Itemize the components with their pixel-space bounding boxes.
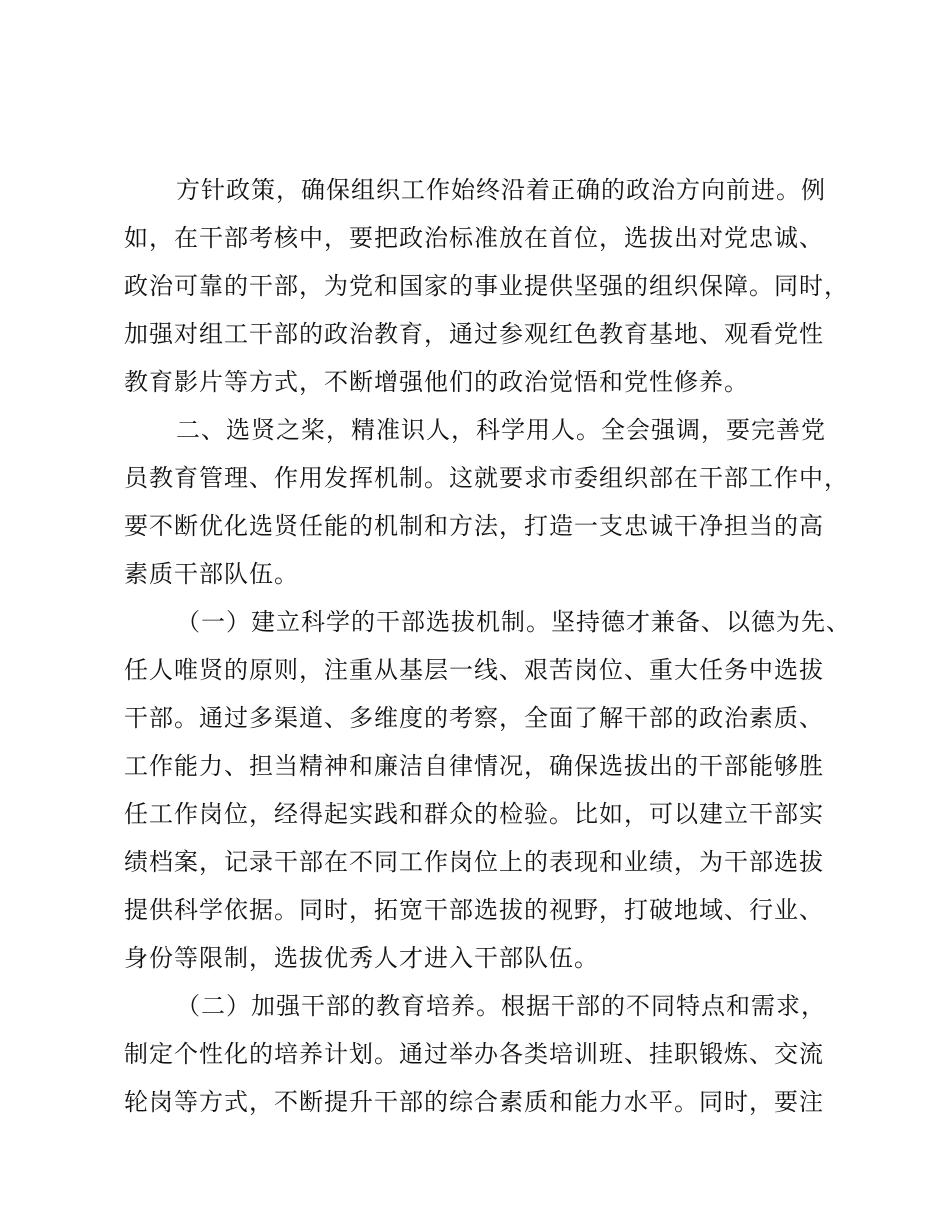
body-text <box>124 166 864 1126</box>
text-line: 轮岗等方式，不断提升干部的综合素质和能力水平。同时，要注 <box>124 1088 824 1116</box>
text-line: 提供科学依据。同时，拓宽干部选拔的视野，打破地域、行业、 <box>124 896 824 924</box>
text-line: 加强对组工干部的政治教育，通过参观红色教育基地、观看党性 <box>124 320 824 348</box>
text-line: 任人唯贤的原则，注重从基层一线、艰苦岗位、重大任务中选拔 <box>124 656 824 684</box>
text-line: 干部。通过多渠道、多维度的考察，全面了解干部的政治素质、 <box>124 704 824 732</box>
text-line: 政治可靠的干部，为党和国家的事业提供坚强的组织保障。同时， <box>124 272 849 300</box>
text-line: 方针政策，确保组织工作始终沿着正确的政治方向前进。例 <box>176 176 826 204</box>
text-line: 素质干部队伍。 <box>124 560 299 588</box>
text-line: （一）建立科学的干部选拔机制。坚持德才兼备、以德为先、 <box>176 608 851 636</box>
text-line: 员教育管理、作用发挥机制。这就要求市委组织部在干部工作中， <box>124 464 849 492</box>
text-line: 制定个性化的培养计划。通过举办各类培训班、挂职锻炼、交流 <box>124 1040 824 1068</box>
text-line: 任工作岗位，经得起实践和群众的检验。比如，可以建立干部实 <box>124 800 824 828</box>
text-line: 二、选贤之桨，精准识人，科学用人。全会强调，要完善党 <box>176 416 826 444</box>
text-line: 绩档案，记录干部在不同工作岗位上的表现和业绩，为干部选拔 <box>124 848 824 876</box>
text-line: 要不断优化选贤任能的机制和方法，打造一支忠诚干净担当的高 <box>124 512 824 540</box>
text-line: 身份等限制，选拔优秀人才进入干部队伍。 <box>124 944 599 972</box>
text-line: 工作能力、担当精神和廉洁自律情况，确保选拔出的干部能够胜 <box>124 752 824 780</box>
text-line: （二）加强干部的教育培养。根据干部的不同特点和需求， <box>176 992 826 1020</box>
text-line: 如，在干部考核中，要把政治标准放在首位，选拔出对党忠诚、 <box>124 224 824 252</box>
text-line: 教育影片等方式，不断增强他们的政治觉悟和党性修养。 <box>124 368 749 396</box>
